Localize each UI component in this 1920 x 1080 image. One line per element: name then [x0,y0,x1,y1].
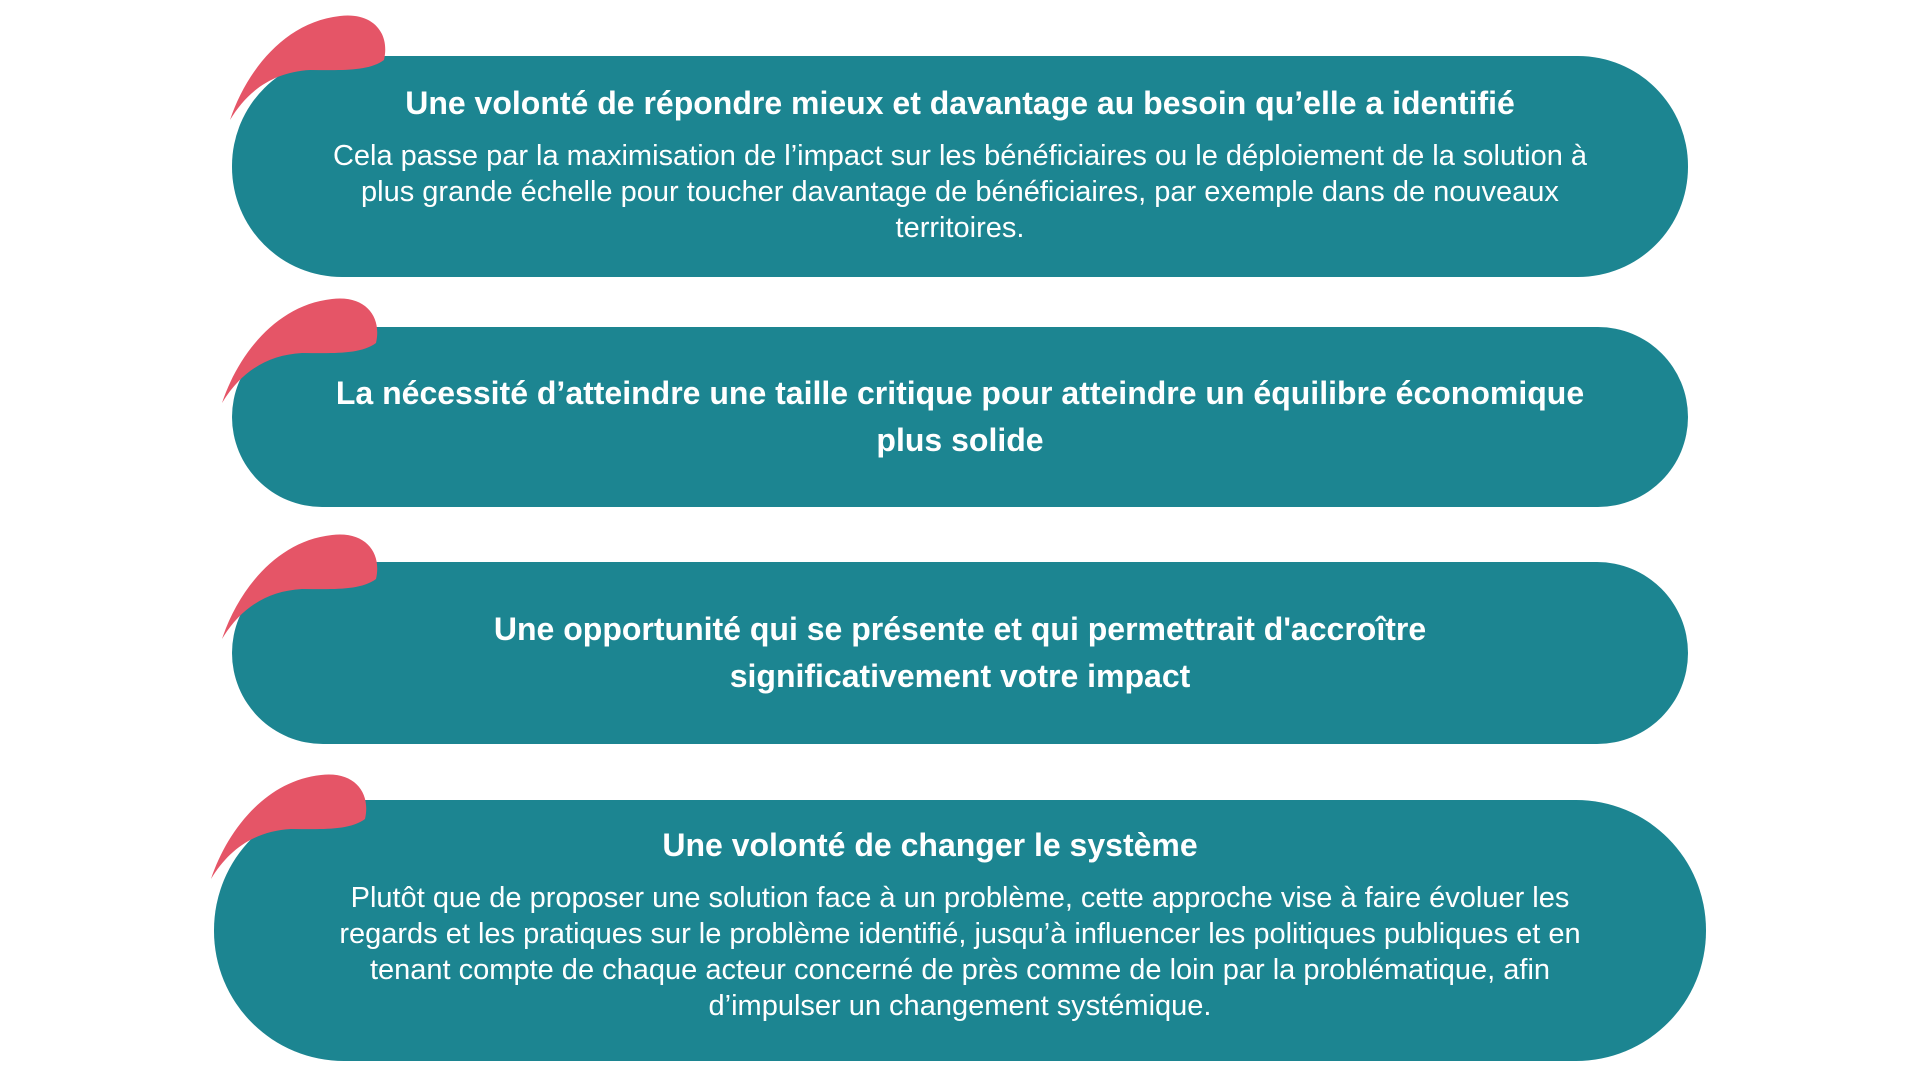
leaf-accent-icon [209,773,371,883]
card-title: Une volonté de répondre mieux et davantage au besoin qu’elle a identifié [405,85,1515,121]
card-body: Cela passe par la maximisation de l’impact sur les bénéficiaires ou le déploiement de la solution à plus grande échelle pour toucher davantage de bénéficiaires, par exemple dans de nouveaux territoires. [332,140,1588,244]
card-opportunity [232,562,1688,744]
card-critical-size [232,327,1688,507]
leaf-accent-icon [220,533,382,643]
card-title: La nécessité d’atteindre une taille critique pour atteindre un équilibre économique plus solide [335,375,1585,458]
card-body: Plutôt que de proposer une solution face à un problème, cette approche vise à faire évoluer les regards et les pratiques sur le problème identifié, jusqu’à influencer les politiques publiques et en tenant compte de chaque acteur concerné de près comme de loin par la problématique, afin d’impulser un changement systémique. [339,882,1581,1022]
card-title: Une opportunité qui se présente et qui permettrait d'accroître significativement votre impact [493,611,1427,694]
leaf-accent-icon [228,14,390,124]
card-respond-better [232,56,1688,277]
card-title: Une volonté de changer le système [662,827,1198,863]
card-system-change [214,800,1706,1061]
leaf-accent-icon [220,297,382,407]
